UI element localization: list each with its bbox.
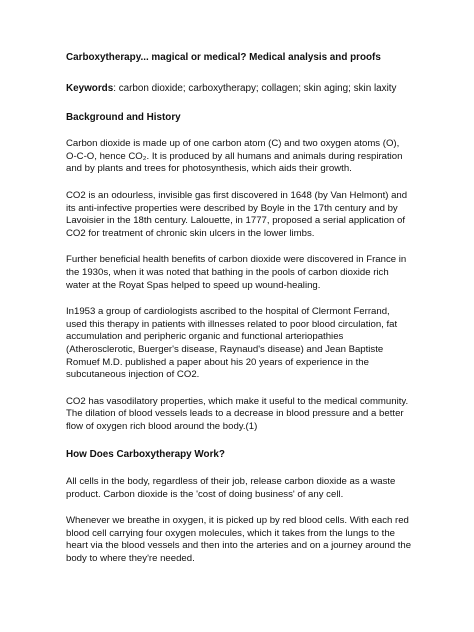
text-line: (Atherosclerotic, Buerger's disease, Raynaud's disease) and Jean Baptiste bbox=[66, 343, 384, 355]
text-line: CO2 is an odourless, invisible gas first discovered in 1648 (by Van Helmont) and bbox=[66, 189, 408, 201]
text-line: heart via the blood vessels and then into the arteries and on a journey around the bbox=[66, 540, 412, 552]
text-line: Lavoisier in the 18th century. Lalouette, in 1777, proposed a serial application of bbox=[66, 215, 406, 227]
text-line: O-C-O, hence CO₂. It is produced by all humans and animals during respiration bbox=[66, 150, 403, 162]
text-line: flow of oxygen rich blood around the body.(1) bbox=[66, 420, 258, 432]
paragraph-clermont-ferrand bbox=[66, 306, 426, 382]
text-line: water at the Royat Spas helped to speed up wound-healing. bbox=[66, 279, 321, 291]
keywords-label: Keywords bbox=[66, 83, 114, 94]
text-line: Carbon dioxide is made up of one carbon atom (C) and two oxygen atoms (O), bbox=[66, 138, 400, 150]
text-line: Romuef M.D. published a paper about his 20 years of experience in the bbox=[66, 356, 369, 368]
paragraph-co2-history bbox=[66, 190, 426, 240]
section-heading-how-it-works: How Does Carboxytherapy Work? bbox=[66, 449, 225, 461]
text-line: subcutaneous injection of CO2. bbox=[66, 369, 200, 381]
text-line: The dilation of blood vessels leads to a decrease in blood pressure and a better bbox=[66, 408, 404, 420]
text-line: and by plants and trees for photosynthesis, which aids their growth. bbox=[66, 163, 352, 175]
text-line: body to where they're needed. bbox=[66, 553, 195, 565]
section-heading-background: Background and History bbox=[66, 111, 181, 123]
paragraph-carbon-dioxide-composition bbox=[66, 138, 426, 176]
paragraph-oxygen-transport bbox=[66, 515, 426, 565]
text-line: All cells in the body, regardless of their job, release carbon dioxide as a waste bbox=[66, 476, 396, 488]
text-line: used this therapy in patients with illnesses related to poor blood circulation, fat bbox=[66, 318, 398, 330]
document-body bbox=[66, 52, 426, 566]
document-title: Carboxytherapy... magical or medical? Medical analysis and proofs bbox=[66, 52, 381, 63]
text-line: Whenever we breathe in oxygen, it is picked up by red blood cells. With each red bbox=[66, 515, 409, 527]
keywords-line bbox=[66, 83, 426, 96]
text-line: the 1930s, when it was noted that bathing in the pools of carbon dioxide rich bbox=[66, 266, 389, 278]
keywords-values: : carbon dioxide; carboxytherapy; collagen; skin aging; skin laxity bbox=[113, 83, 397, 94]
paragraph-france-discovery bbox=[66, 254, 426, 292]
text-line: product. Carbon dioxide is the 'cost of doing business' of any cell. bbox=[66, 488, 344, 500]
text-line: In1953 a group of cardiologists ascribed to the hospital of Clermont Ferrand, bbox=[66, 306, 390, 318]
text-line: CO2 has vasodilatory properties, which make it useful to the medical community. bbox=[66, 395, 409, 407]
text-line: accumulation and peripheric organic and functional arteriopathies bbox=[66, 331, 344, 343]
text-line: CO2 for treatment of chronic skin ulcers in the lower limbs. bbox=[66, 227, 315, 239]
paragraph-cells-release-co2 bbox=[66, 476, 426, 501]
paragraph-vasodilatory bbox=[66, 396, 426, 434]
text-line: Further beneficial health benefits of carbon dioxide were discovered in France in bbox=[66, 254, 407, 266]
text-line: blood cell carrying four oxygen molecules, which it takes from the lungs to the bbox=[66, 527, 396, 539]
text-line: its anti-infective properties were described by Boyle in the 17th century and by bbox=[66, 202, 398, 214]
